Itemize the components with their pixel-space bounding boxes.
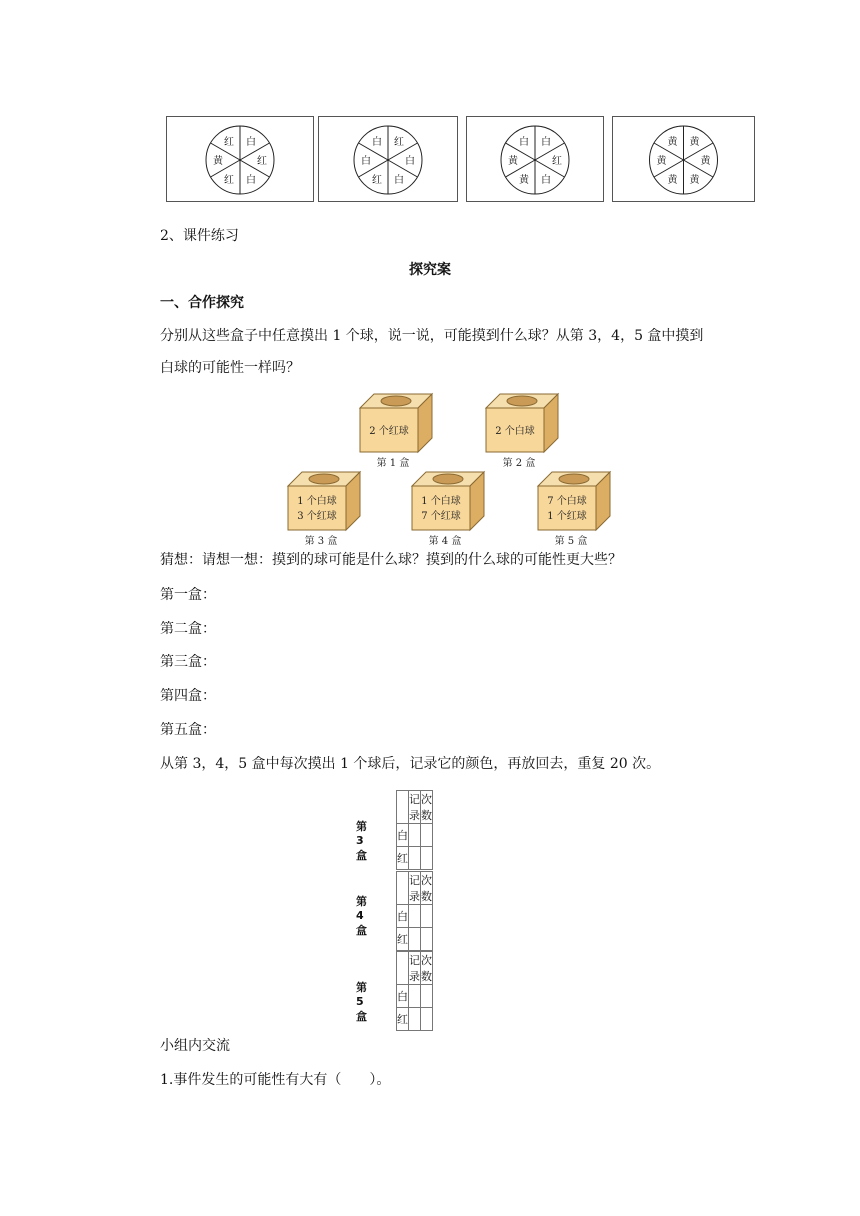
spinner-panel-1 bbox=[166, 116, 314, 202]
ball-box-3 bbox=[288, 472, 360, 547]
cell-input[interactable] bbox=[421, 824, 433, 847]
header-count: 次数 bbox=[421, 791, 433, 824]
ball-box-2 bbox=[486, 394, 558, 469]
spinner-sector-label: 黄 bbox=[667, 175, 678, 187]
spinner-3 bbox=[467, 117, 603, 201]
box-hole bbox=[507, 396, 537, 406]
spinner-sector-label: 白 bbox=[541, 175, 551, 187]
row-white: 白 bbox=[397, 824, 409, 847]
box-hole bbox=[381, 396, 411, 406]
header-count: 次数 bbox=[421, 872, 433, 905]
spinner-sector-label: 红 bbox=[552, 156, 562, 167]
box-caption: 第 4 盒 bbox=[428, 536, 462, 547]
box-content-label: 7 个白球 bbox=[547, 496, 587, 507]
header-record: 记录 bbox=[409, 791, 421, 824]
box-caption: 第 3 盒 bbox=[304, 536, 338, 547]
cell-input[interactable] bbox=[409, 824, 421, 847]
answer-box-1: 第一盒： bbox=[160, 587, 216, 603]
spinner-sector-label: 黄 bbox=[667, 136, 678, 148]
question-line-1: 分别从这些盒子中任意摸出 1 个球，说一说，可能摸到什么球？从第 3，4，5 盒中摸到 bbox=[160, 328, 704, 344]
spinner-sector-label: 白 bbox=[361, 156, 371, 167]
spinner-sector-label: 红 bbox=[394, 136, 404, 148]
spinner-2 bbox=[319, 117, 457, 201]
spinner-sector-label: 白 bbox=[246, 136, 256, 148]
row-white: 白 bbox=[397, 985, 409, 1008]
row-white: 白 bbox=[397, 905, 409, 928]
cell-input[interactable] bbox=[421, 928, 433, 951]
spinner-4 bbox=[613, 117, 754, 201]
ball-box-1 bbox=[360, 394, 432, 469]
spinner-sector-label: 白 bbox=[372, 136, 382, 148]
table-label: 第4盒 bbox=[356, 895, 367, 937]
box-hole bbox=[559, 474, 589, 484]
table-label: 第5盒 bbox=[356, 981, 367, 1023]
spinner-sector-label: 红 bbox=[224, 136, 234, 148]
cell-input[interactable] bbox=[409, 905, 421, 928]
spinner-sector-label: 黄 bbox=[656, 156, 667, 167]
cell-input[interactable] bbox=[409, 928, 421, 951]
spinner-sector-label: 黄 bbox=[700, 156, 711, 167]
row-red: 红 bbox=[397, 928, 409, 951]
header-record: 记录 bbox=[409, 952, 421, 985]
spinner-sector-label: 黄 bbox=[508, 156, 518, 167]
table-label: 第3盒 bbox=[356, 820, 367, 862]
part-1-heading: 一、合作探究 bbox=[160, 295, 244, 311]
inquiry-title: 探究案 bbox=[409, 262, 451, 278]
answer-box-2: 第二盒： bbox=[160, 621, 216, 637]
box-content-label: 2 个红球 bbox=[369, 426, 409, 437]
group-exchange: 小组内交流 bbox=[160, 1038, 230, 1054]
spinner-sector-label: 黄 bbox=[213, 156, 223, 167]
spinner-1 bbox=[167, 117, 313, 201]
answer-box-5: 第五盒： bbox=[160, 722, 216, 738]
spinner-panel-3 bbox=[466, 116, 604, 202]
question-1: 1.事件发生的可能性有大有（ ）。 bbox=[160, 1072, 391, 1088]
spinner-panel-2 bbox=[318, 116, 458, 202]
box-caption: 第 2 盒 bbox=[502, 458, 536, 469]
answer-box-4: 第四盒： bbox=[160, 688, 216, 704]
ball-box-4 bbox=[412, 472, 484, 547]
spinner-sector-label: 黄 bbox=[689, 175, 700, 187]
section-2-heading: 2、课件练习 bbox=[160, 228, 239, 244]
experiment-instruction: 从第 3，4，5 盒中每次摸出 1 个球后，记录它的颜色，再放回去，重复 20 次。 bbox=[160, 756, 661, 772]
spinner-sector-label: 白 bbox=[541, 136, 551, 148]
cell-input[interactable] bbox=[409, 1008, 421, 1031]
header-record: 记录 bbox=[409, 872, 421, 905]
spinner-sector-label: 红 bbox=[257, 156, 267, 167]
question-line-2: 白球的可能性一样吗？ bbox=[160, 360, 300, 376]
spinner-sector-label: 黄 bbox=[689, 136, 700, 148]
box-hole bbox=[433, 474, 463, 484]
box-content-label: 1 个红球 bbox=[547, 511, 587, 522]
box-content-label: 7 个红球 bbox=[421, 511, 461, 522]
answer-box-3: 第三盒： bbox=[160, 654, 216, 670]
spinner-sector-label: 红 bbox=[372, 175, 382, 187]
ball-box-5 bbox=[538, 472, 610, 547]
box-hole bbox=[309, 474, 339, 484]
row-red: 红 bbox=[397, 1008, 409, 1031]
cell-input[interactable] bbox=[421, 1008, 433, 1031]
header-count: 次数 bbox=[421, 952, 433, 985]
spinner-sector-label: 白 bbox=[519, 136, 529, 148]
ball-boxes-illustration bbox=[280, 388, 620, 547]
guess-prompt: 猜想：请想一想：摸到的球可能是什么球？摸到的什么球的可能性更大些？ bbox=[160, 552, 622, 568]
spinner-sector-label: 白 bbox=[394, 175, 404, 187]
cell-input[interactable] bbox=[421, 985, 433, 1008]
box-content-label: 1 个白球 bbox=[421, 496, 461, 507]
box-caption: 第 1 盒 bbox=[376, 458, 410, 469]
spinner-sector-label: 白 bbox=[405, 156, 415, 167]
spinner-sector-label: 白 bbox=[246, 175, 256, 187]
box-content-label: 2 个白球 bbox=[495, 426, 535, 437]
cell-input[interactable] bbox=[421, 905, 433, 928]
spinner-sector-label: 红 bbox=[224, 175, 234, 187]
row-red: 红 bbox=[397, 847, 409, 870]
box-content-label: 3 个红球 bbox=[297, 511, 337, 522]
box-content-label: 1 个白球 bbox=[297, 496, 337, 507]
cell-input[interactable] bbox=[409, 985, 421, 1008]
cell-input[interactable] bbox=[421, 847, 433, 870]
spinner-sector-label: 黄 bbox=[519, 175, 529, 187]
box-caption: 第 5 盒 bbox=[554, 536, 588, 547]
spinner-panel-4 bbox=[612, 116, 755, 202]
cell-input[interactable] bbox=[409, 847, 421, 870]
